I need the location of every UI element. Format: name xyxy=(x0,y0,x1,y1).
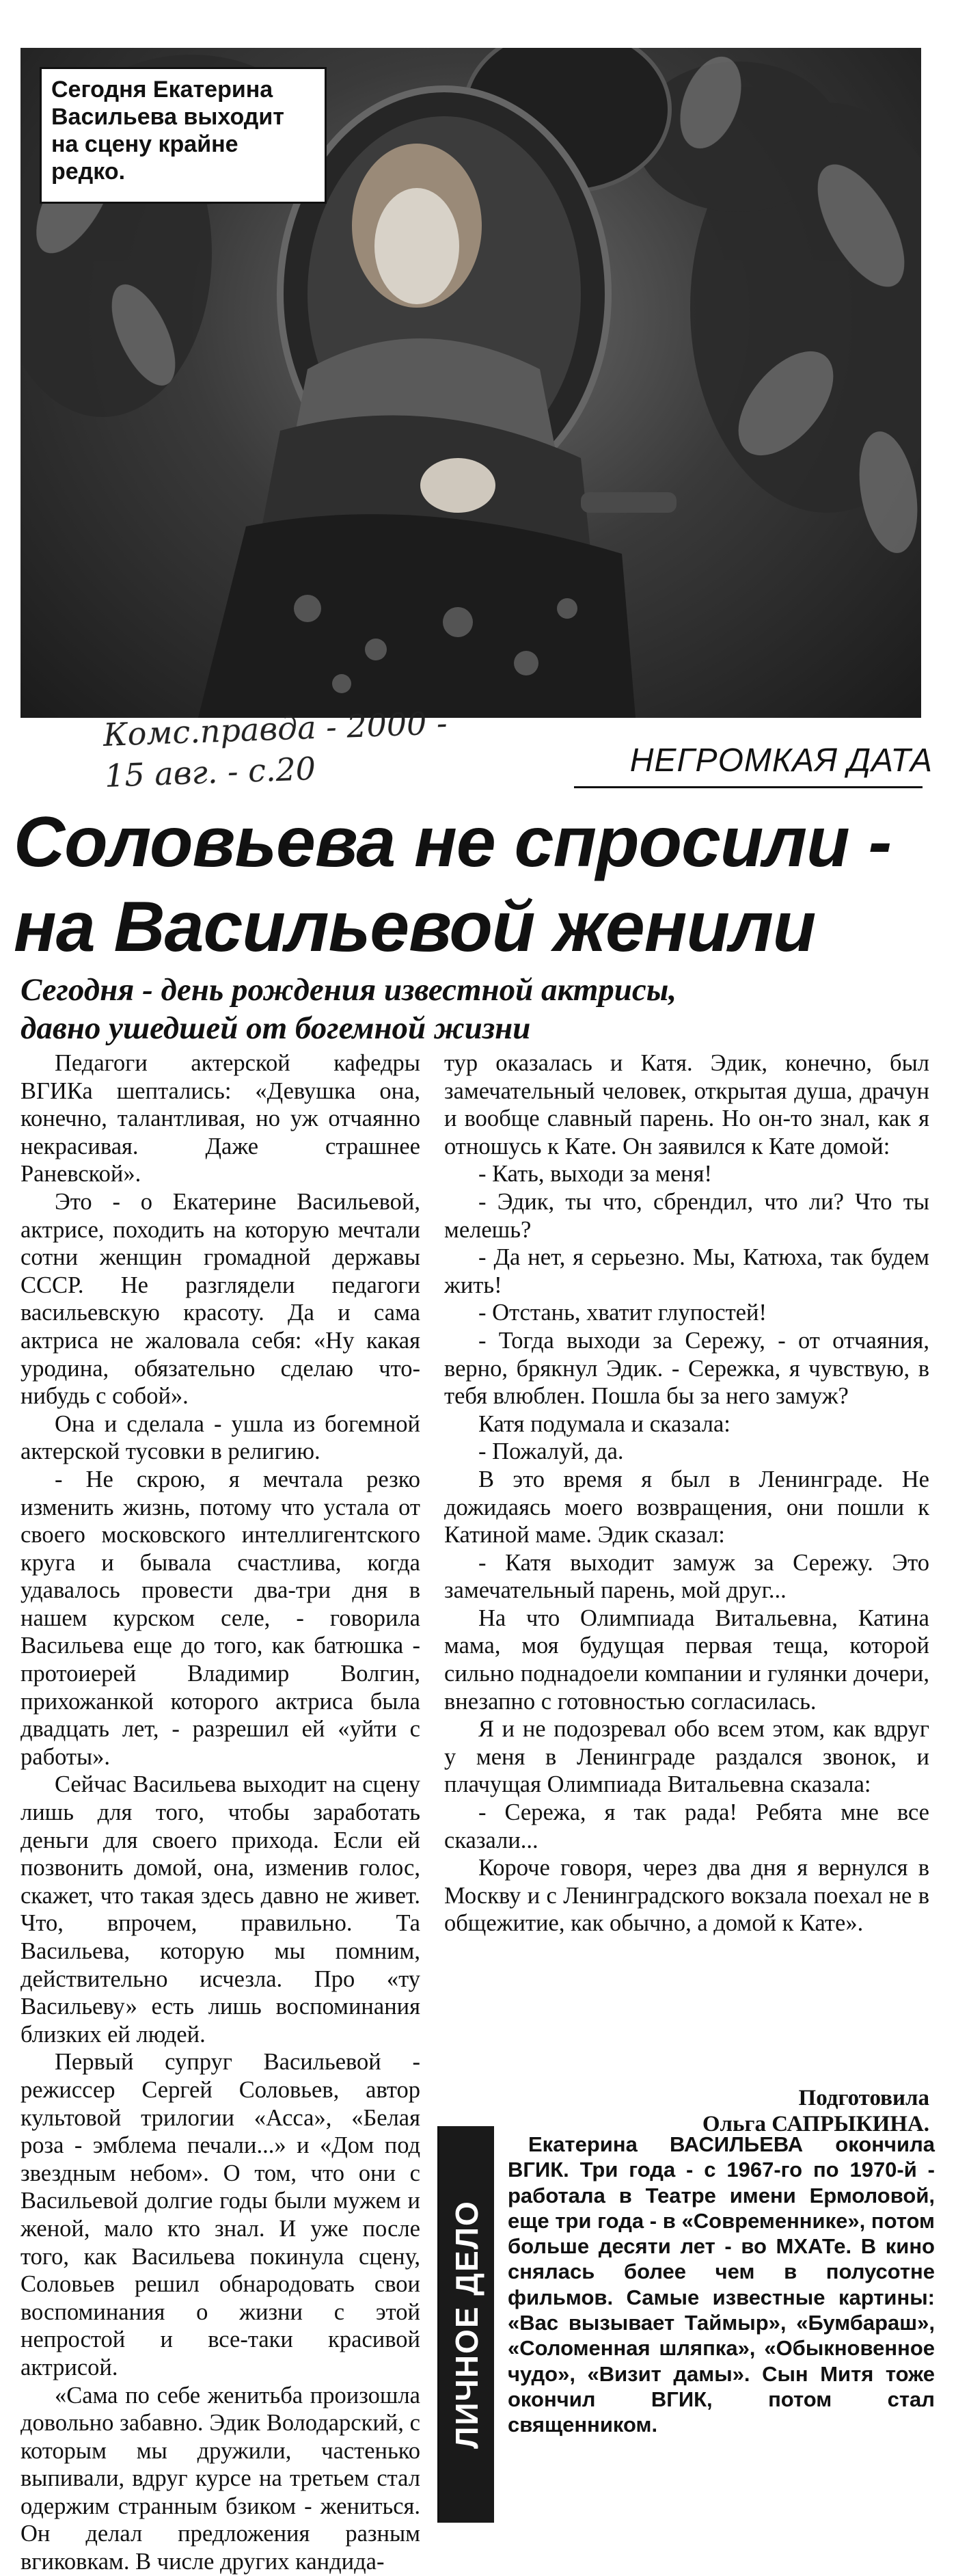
photo-caption: Сегодня Екатерина Васильева выходит на сцену крайне редко. xyxy=(40,67,327,204)
paragraph: В это время я был в Ленинграде. Не дожидаясь моего возвращения, они пошли к Катиной маме. Эдик сказал: xyxy=(444,1466,929,1548)
handwritten-source-note xyxy=(103,699,543,796)
headline-line-2: на Васильевой женили xyxy=(14,887,816,967)
personal-file-paragraph: Екатерина ВАСИЛЬЕВА окончила ВГИК. Три года - с 1967-го по 1970-й - работала в Театре имени Ермоловой, еще три года - в «Современнике», потом больше десяти лет - во МХАТе. В кино снялась более чем в полусотне фильмов. Самые известные картины: «Вас вызывает Таймыр», «Бумбараш», «Соломенная шляпка», «Обыкновенное чудо», «Визит дамы». Сын Митя тоже окончил ВГИК, потом стал священником. xyxy=(508,2132,935,2437)
handnote-line-1: Комс.правда - 2000 - xyxy=(103,704,448,753)
paragraph: Первый супруг Васильевой - режиссер Сергей Соловьев, автор культовой трилогии «Асса», «Белая роза - эмблема печали...» и «Дом под звездным небом». О том, что они с Васильевой долгие годы были мужем и женой, мало кто знал. И уже после того, как Васильева покинула сцену, Соловьев решил обнародовать свои воспоминания о жизни с этой непростой и все-таки красивой актрисой. xyxy=(21,2049,420,2380)
rubric-underline xyxy=(574,786,923,788)
paragraph: Педагоги актерской кафедры ВГИКа шептались: «Девушка она, конечно, талантливая, но уж отчаянно некрасивая. Даже страшнее Раневской». xyxy=(21,1050,420,1188)
paragraph: - Не скрою, я мечтала резко изменить жизнь, потому что устала от своего московского интеллигентского круга и бывала счастлива, когда удавалось провести два-три дня в нашем курском селе, - говорила Васильева еще до того, как батюшка - протоиерей Владимир Волгин, прихожанкой которого актриса была двадцать лет, - разрешил ей «уйти с работы». xyxy=(21,1466,420,1770)
byline-author: Ольга САПРЫКИНА. xyxy=(702,2112,929,2136)
paragraph: «Сама по себе женитьба произошла довольно забавно. Эдик Володарский, с которым мы дружили, частенько выпивали, вдруг курсе на третьем стал одержим странным бзиком - жениться. Он делал предложения разным вгиковкам. В числе других кандида- xyxy=(21,2382,420,2575)
paragraph: - Да нет, я серьезно. Мы, Катюха, так будем жить! xyxy=(444,1244,929,1298)
handnote-line-2: 15 авг. - с.20 xyxy=(104,750,316,794)
paragraph: Сейчас Васильева выходит на сцену лишь для того, чтобы заработать деньги для своего прихода. Если ей позвонить домой, она, изменив голос, скажет, что такая здесь давно не живет. Что, впрочем, правильно. Та Васильева, которую мы помним, действительно исчезла. Про «ту Васильеву» есть лишь воспоминания близких ей людей. xyxy=(21,1771,420,2048)
paragraph: - Отстань, хватит глупостей! xyxy=(478,1300,767,1326)
paragraph: - Сережа, я так рада! Ребята мне все сказали... xyxy=(444,1799,929,1853)
subhead-line-2: давно ушедшей от богемной жизни xyxy=(21,1010,531,1046)
byline-role: Подготовила xyxy=(798,2086,929,2110)
rubric: НЕГРОМКАЯ ДАТА xyxy=(629,742,933,779)
subhead-line-1: Сегодня - день рождения известной актрисы, xyxy=(21,972,677,1008)
paragraph: - Эдик, ты что, сбрендил, что ли? Что ты мелешь? xyxy=(444,1188,929,1243)
personal-file-label xyxy=(439,2126,494,2523)
paragraph: - Катя выходит замуж за Сережу. Это замечательный парень, мой друг... xyxy=(444,1549,929,1604)
paragraph: Это - о Екатерине Васильевой, актрисе, походить на которую мечтали сотни женщин громадной державы СССР. Не разглядели педагоги васильевскую красоту. Да и сама актриса не жаловала себя: «Ну какая уродина, обязательно сделаю что-нибудь с собой». xyxy=(21,1188,420,1410)
paragraph: - Пожалуй, да. xyxy=(478,1438,624,1465)
paragraph: тур оказалась и Катя. Эдик, конечно, был замечательный человек, открытая душа, драчун и вообще славный парень. Но он-то знал, как я отношусь к Кате. Он заявился к Кате домой: xyxy=(444,1050,929,1159)
paragraph: Короче говоря, через два дня я вернулся в Москву и с Ленинградского вокзала поехал не в общежитие, как обычно, а домой к Кате». xyxy=(444,1855,929,1937)
personal-file-label-text: ЛИЧНОЕ ДЕЛО xyxy=(449,2200,484,2449)
paragraph: - Тогда выходи за Сережу, - от отчаяния, верно, брякнул Эдик. - Сережка, я чувствую, в тебя влюблен. Пошла бы за него замуж? xyxy=(444,1327,929,1410)
actress-photo xyxy=(21,48,921,718)
personal-file-box xyxy=(437,2126,942,2523)
paragraph: Она и сделала - ушла из богемной актерской тусовки в религию. xyxy=(21,1410,420,1465)
article-column-left xyxy=(21,1049,420,2576)
personal-file-text xyxy=(508,2132,935,2438)
paragraph: Я и не подозревал обо всем этом, как вдруг у меня в Ленинграде раздался звонок, и плачущая Олимпиада Витальевна сказала: xyxy=(444,1716,929,1798)
article-column-right xyxy=(444,1049,929,1937)
subheadline xyxy=(21,971,936,1047)
paragraph: Катя подумала и сказала: xyxy=(478,1410,730,1437)
paragraph: - Кать, выходи за меня! xyxy=(478,1161,712,1188)
headline xyxy=(14,800,943,969)
paragraph: На что Олимпиада Витальевна, Катина мама, моя будущая первая теща, которой сильно поднадоели компании и гулянки дочери, внезапно с готовностью согласилась. xyxy=(444,1605,929,1715)
headline-line-1: Соловьева не спросили - xyxy=(14,803,892,882)
